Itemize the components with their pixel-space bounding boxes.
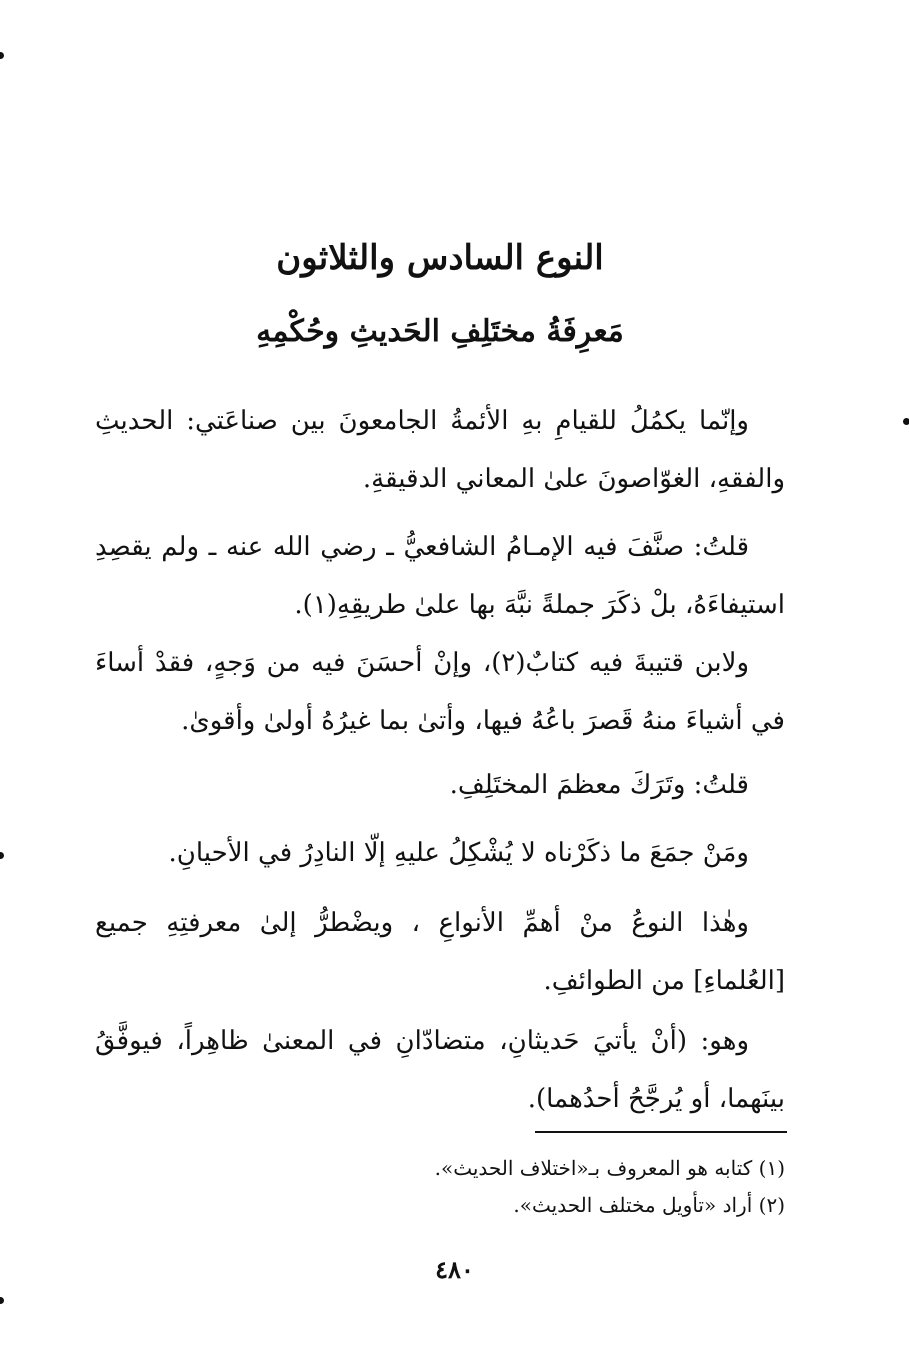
scan-edge-mark [0,852,4,859]
chapter-title: النوع السادس والثلاثون [276,238,604,278]
scan-edge-mark [903,418,909,425]
footnote-separator [535,1131,787,1133]
paragraph-7: وهو: (أنْ يأتيَ حَديثانِ، متضادّانِ في المعنىٰ ظاهِراً، فيوفَّقُ بينَهما، أو يُرجَّحُ أحدُهما). [95,1026,785,1114]
paragraph-2: قلتُ: صنَّفَ فيه الإمـامُ الشافعيُّ ـ رضي الله عنه ـ ولم يقصِدِ استيفاءَهُ، بلْ ذكَرَ جملةً نبَّهَ بها علىٰ طريقِهِ(١). [95,532,785,620]
page-number: ٤٨٠ [435,1255,474,1284]
paragraph-5: ومَنْ جمَعَ ما ذكَرْناه لا يُشْكِلُ عليهِ إلّا النادِرُ في الأحيانِ. [168,838,749,868]
paragraph-3: ولابن قتيبةَ فيه كتابٌ(٢)، وإنْ أحسَنَ فيه من وَجهٍ، فقدْ أساءَ في أشياءَ منهُ قَصرَ باعُهُ فيها، وأتىٰ بما غيرُهُ أولىٰ وأقوىٰ. [95,648,785,736]
paragraph-6: وهٰذا النوعُ منْ أهمِّ الأنواعِ ، ويضْطرُّ إلىٰ معرفتِهِ جميع [العُلماءِ] من الطوائفِ. [95,908,785,996]
paragraph-4: قلتُ: وتَرَكَ معظمَ المختَلِفِ. [449,770,749,800]
footnotes [95,1150,785,1224]
scan-edge-mark [0,1297,4,1304]
footnote-1: (١) كتابه هو المعروف بـ«اختلاف الحديث». [434,1156,785,1180]
footnote-2: (٢) أراد «تأويل مختلف الحديث». [513,1193,785,1217]
scan-edge-mark [0,52,4,59]
paragraph-1: وإنّما يكمُلُ للقيامِ بهِ الأئمةُ الجامعونَ بين صناعَتي: الحديثِ والفقهِ، الغوّاصونَ علىٰ المعاني الدقيقةِ. [95,406,785,494]
chapter-subtitle: مَعرِفَةُ مختَلِفِ الحَديثِ وحُكْمِهِ [256,314,624,349]
